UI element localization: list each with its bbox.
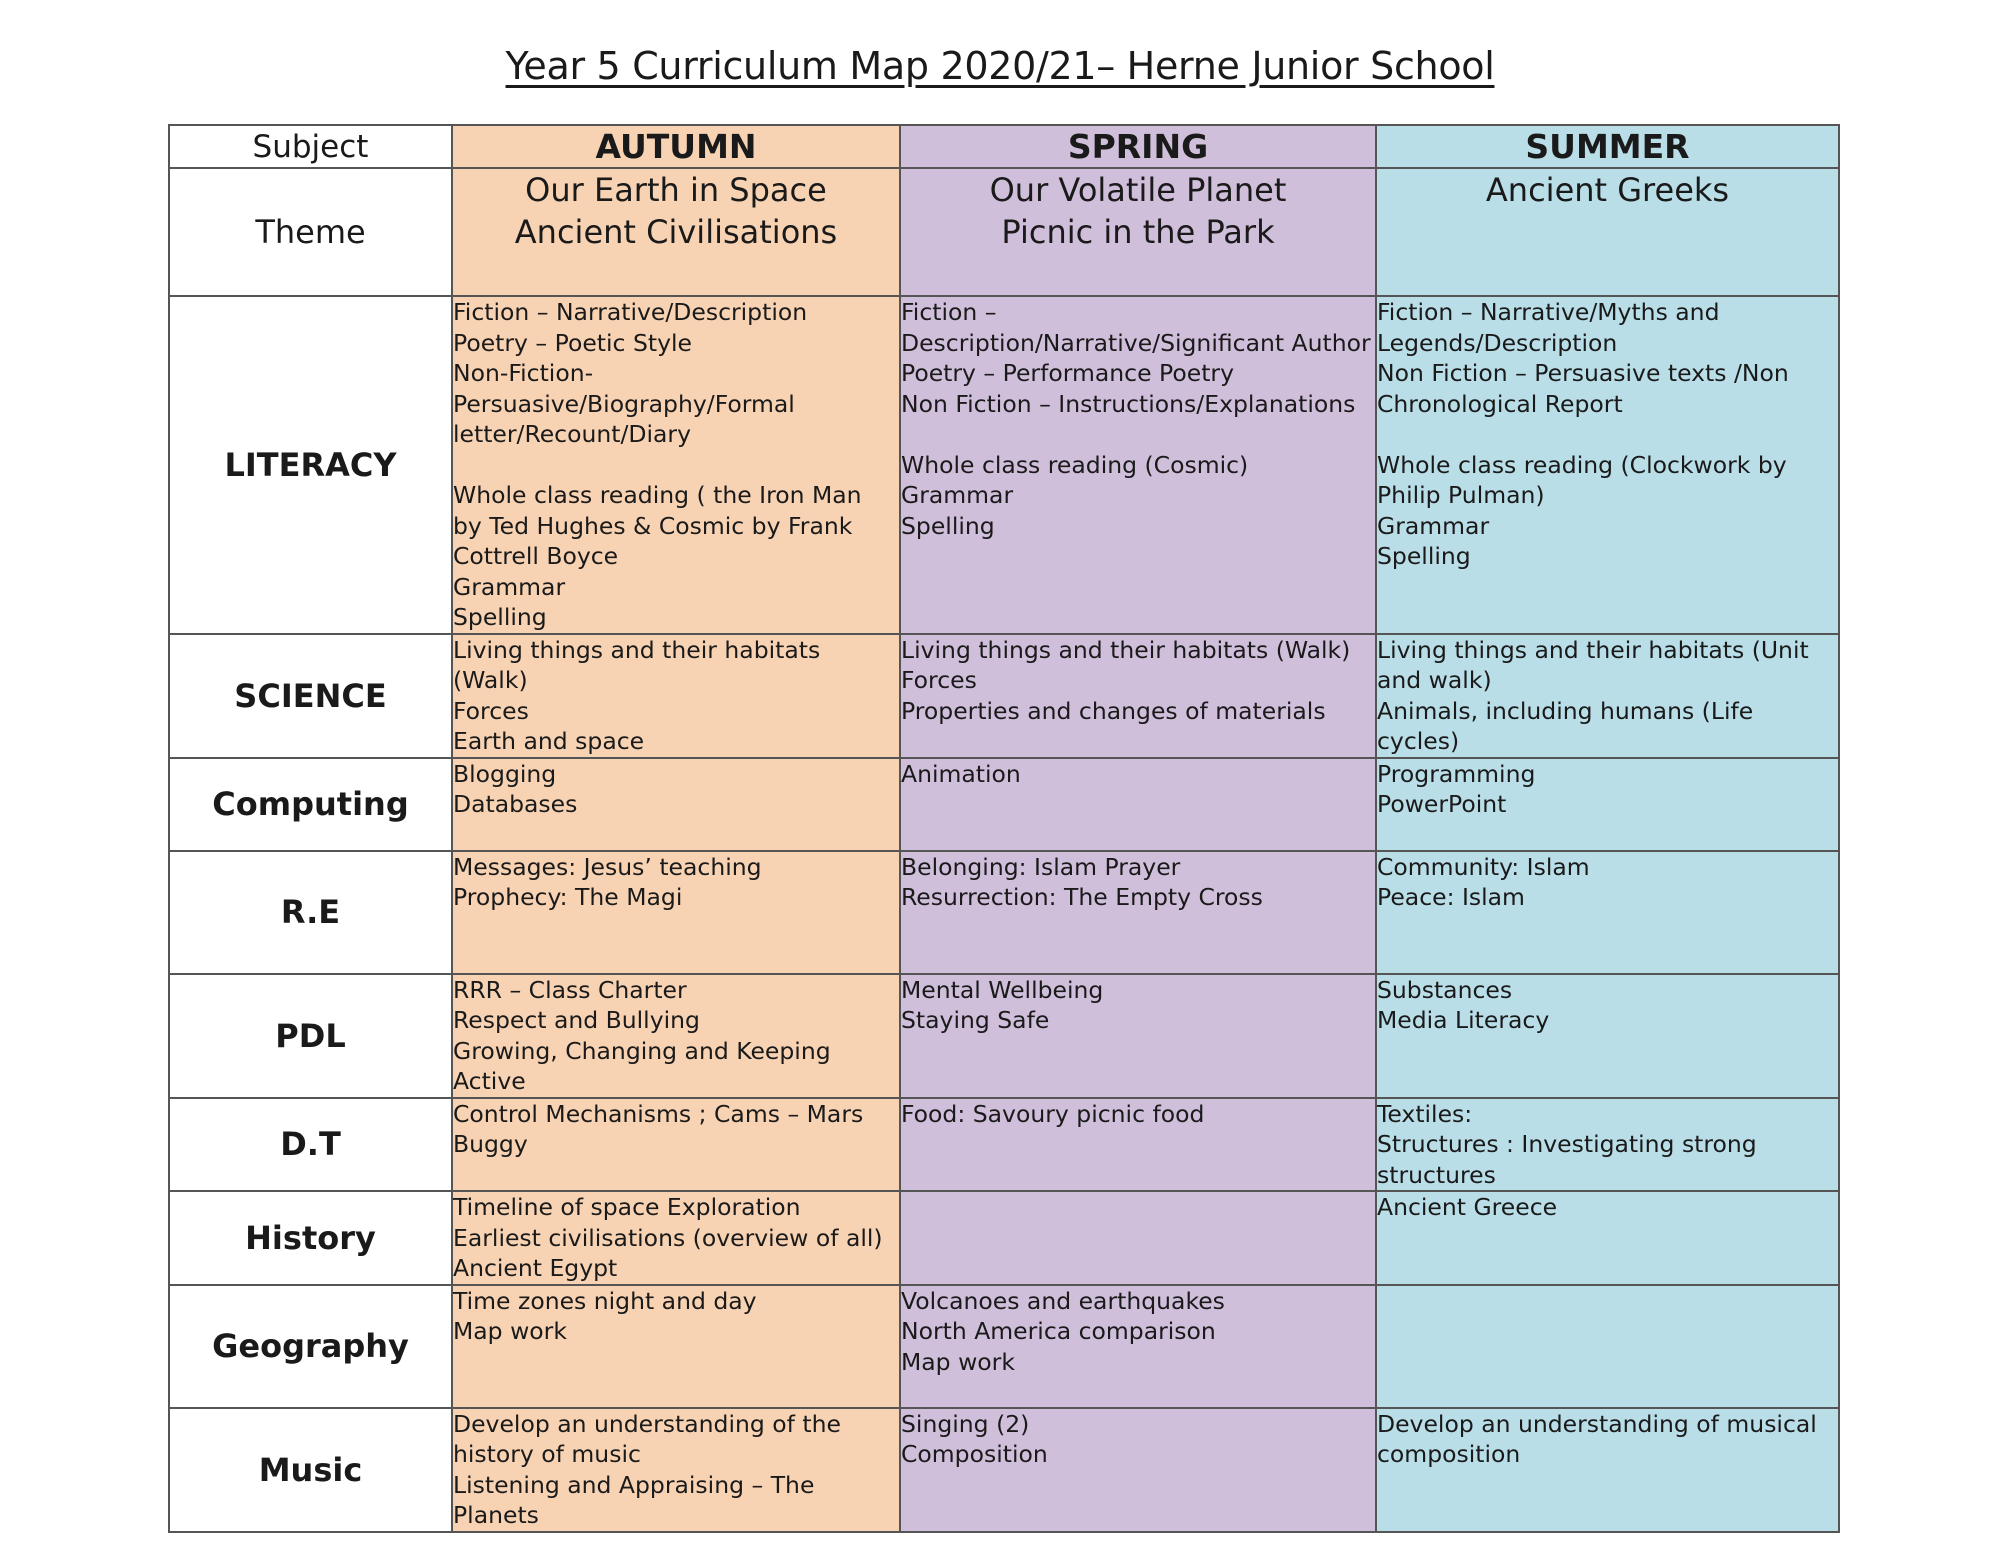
cell-line: RRR – Class Charter [453,975,687,1004]
cell-line: PowerPoint [1377,790,1507,818]
cell-line: Cottrell Boyce [453,542,619,570]
cell-line: Belonging: Islam Prayer [901,852,1181,881]
autumn-cell [452,758,900,851]
summer-cell [1376,1408,1839,1532]
cell-line [1377,419,1838,450]
subject-label: R.E [169,851,452,974]
subject-row [169,1285,1839,1408]
cell-line: Spelling [1377,542,1471,570]
cell-line: Buggy [453,1130,528,1158]
cell-line: Whole class reading (Cosmic) [901,450,1249,479]
cell-line: Forces [901,666,977,694]
subject-label: LITERACY [169,296,452,634]
cell-line: Grammar [453,572,566,601]
curriculum-table [168,124,1840,1533]
cell-line: Resurrection: The Empty Cross [901,883,1263,911]
autumn-cell [452,1098,900,1192]
subject-label: SCIENCE [169,634,452,758]
cell-line: and walk) [1377,666,1492,694]
subject-row [169,851,1839,974]
cell-line: Control Mechanisms ; Cams – Mars [453,1099,864,1128]
subject-row [169,1098,1839,1192]
summer-cell [1376,758,1839,851]
cell-line: Listening and Appraising – The [453,1470,815,1499]
cell-line: Grammar [901,481,1014,509]
cell-line: structures [1377,1160,1496,1189]
cell-line: Properties and changes of materials [901,696,1326,725]
cell-line: Growing, Changing and Keeping [453,1036,831,1065]
header-row [169,125,1839,168]
cell-line: Textiles: [1377,1099,1473,1128]
theme-line: Our Volatile Planet [989,171,1287,209]
cell-line: Chronological Report [1377,389,1623,418]
cell-line: Fiction – [901,298,997,326]
cell-line: Description/Narrative/Significant Author [901,328,1371,357]
cell-line: Programming [1377,759,1536,788]
cell-line: Singing (2) [901,1409,1030,1438]
subject-label: Geography [169,1285,452,1408]
cell-line: history of music [453,1440,641,1468]
theme-line: Ancient Civilisations [514,213,838,251]
cell-line: Staying Safe [901,1006,1050,1034]
subject-label: Music [169,1408,452,1532]
cell-line: Fiction – Narrative/Myths and [1377,298,1720,326]
theme-spring [900,168,1376,296]
cell-line: Time zones night and day [453,1286,757,1315]
cell-line: Whole class reading ( the Iron Man [453,481,862,509]
summer-cell [1376,1098,1839,1192]
spring-cell [900,1098,1376,1192]
cell-line: Whole class reading (Clockwork by [1377,450,1787,479]
header-spring: SPRING [900,125,1376,168]
spring-cell [900,634,1376,758]
cell-line [453,450,899,481]
cell-line: Planets [453,1501,539,1529]
autumn-cell [452,1408,900,1532]
autumn-cell [452,974,900,1098]
theme-autumn [452,168,900,296]
autumn-cell [452,1285,900,1408]
summer-cell [1376,1191,1839,1285]
cell-line: Ancient Greece [1377,1193,1558,1221]
cell-line: Blogging [453,759,557,788]
cell-line: Non Fiction – Instructions/Explanations [901,389,1356,418]
spring-cell [900,974,1376,1098]
cell-line: Community: Islam [1377,852,1590,881]
cell-line: Grammar [1377,511,1490,540]
header-autumn: AUTUMN [452,125,900,168]
header-subject: Subject [169,125,452,168]
cell-line: Map work [453,1317,567,1345]
cell-line: Food: Savoury picnic food [901,1099,1205,1128]
cell-line: Map work [901,1347,1015,1376]
autumn-cell [452,851,900,974]
cell-line: Poetry – Poetic Style [453,328,692,357]
cell-line: Legends/Description [1377,328,1618,357]
subject-row [169,1191,1839,1285]
cell-line [901,419,1375,450]
cell-line: Active [453,1067,526,1095]
cell-line: Peace: Islam [1377,883,1525,911]
cell-line: North America comparison [901,1317,1216,1345]
summer-cell [1376,1285,1839,1408]
autumn-cell [452,634,900,758]
cell-line: Fiction – Narrative/Description [453,298,808,326]
cell-line: Animation [901,759,1021,788]
subject-label: Computing [169,758,452,851]
cell-line: Substances [1377,975,1513,1004]
cell-line: Earth and space [453,727,645,755]
cell-line: Mental Wellbeing [901,975,1104,1004]
subject-label: PDL [169,974,452,1098]
subject-label: D.T [169,1098,452,1192]
cell-line: Spelling [901,511,995,540]
cell-line: Respect and Bullying [453,1006,700,1034]
cell-line: Animals, including humans (Life cycles) [1377,696,1754,755]
summer-cell [1376,851,1839,974]
cell-line: composition [1377,1440,1521,1468]
cell-line: Philip Pulman) [1377,481,1545,509]
cell-line: Living things and their habitats (Unit [1377,635,1809,664]
summer-cell [1376,296,1839,634]
summer-cell [1376,634,1839,758]
cell-line: Poetry – Performance Poetry [901,359,1234,387]
cell-line: Structures : Investigating strong [1377,1130,1757,1158]
cell-line: Non-Fiction- [453,359,594,387]
cell-line: Earliest civilisations (overview of all) [453,1223,883,1252]
cell-line: Spelling [453,603,547,631]
cell-line: Living things and their habitats (Walk) [901,635,1351,664]
page-title: Year 5 Curriculum Map 2020/21– Herne Junior School [505,44,1495,88]
cell-line: Develop an understanding of musical [1377,1409,1817,1438]
cell-line: Persuasive/Biography/Formal [453,389,795,418]
subject-row [169,758,1839,851]
cell-line: Databases [453,790,578,818]
subject-row [169,634,1839,758]
cell-line: Composition [901,1440,1048,1468]
summer-cell [1376,974,1839,1098]
subject-row [169,1408,1839,1532]
theme-summer [1376,168,1839,296]
cell-line: Develop an understanding of the [453,1409,841,1438]
spring-cell [900,296,1376,634]
theme-line: Picnic in the Park [1001,213,1275,251]
cell-line: letter/Recount/Diary [453,420,691,448]
autumn-cell [452,296,900,634]
cell-line: Media Literacy [1377,1006,1550,1034]
subject-label: History [169,1191,452,1285]
theme-line: Ancient Greeks [1485,171,1730,209]
spring-cell [900,1191,1376,1285]
spring-cell [900,1408,1376,1532]
cell-line: Ancient Egypt [453,1254,618,1282]
cell-line: Prophecy: The Magi [453,883,683,911]
subject-row [169,296,1839,634]
theme-line: Our Earth in Space [525,171,827,209]
cell-line: Non Fiction – Persuasive texts /Non [1377,359,1789,387]
cell-line: by Ted Hughes & Cosmic by Frank [453,511,853,540]
cell-line: Messages: Jesus’ teaching [453,852,762,881]
header-summer: SUMMER [1376,125,1839,168]
cell-line: Forces [453,696,529,725]
cell-line: Living things and their habitats (Walk) [453,635,821,694]
spring-cell [900,851,1376,974]
subject-row [169,974,1839,1098]
theme-row [169,168,1839,296]
spring-cell [900,758,1376,851]
cell-line: Timeline of space Exploration [453,1193,801,1221]
theme-label: Theme [169,168,452,296]
cell-line: Volcanoes and earthquakes [901,1286,1225,1315]
autumn-cell [452,1191,900,1285]
spring-cell [900,1285,1376,1408]
